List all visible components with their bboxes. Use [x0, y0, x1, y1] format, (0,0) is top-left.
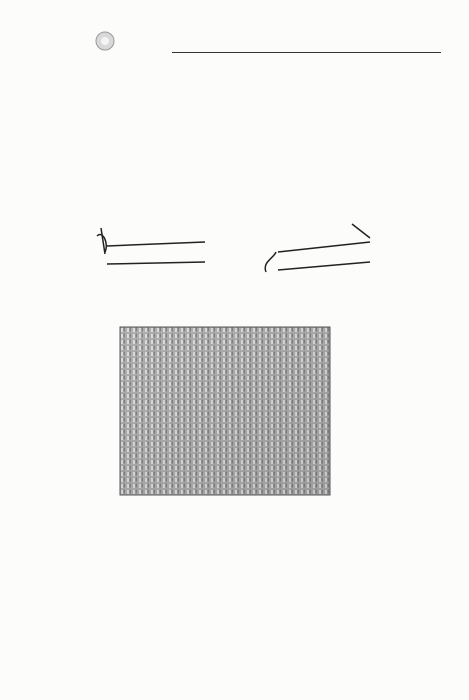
- running-header: [22, 28, 441, 54]
- fig-7-12b-illustration: [262, 222, 377, 282]
- header-rule: [172, 52, 441, 53]
- ornament-icon: [94, 30, 116, 52]
- fig-7-13a-fabric-photo: [120, 327, 330, 495]
- fig-7-12a-illustration: [95, 226, 210, 276]
- fig-7-13b-crochet-chart: [120, 521, 340, 636]
